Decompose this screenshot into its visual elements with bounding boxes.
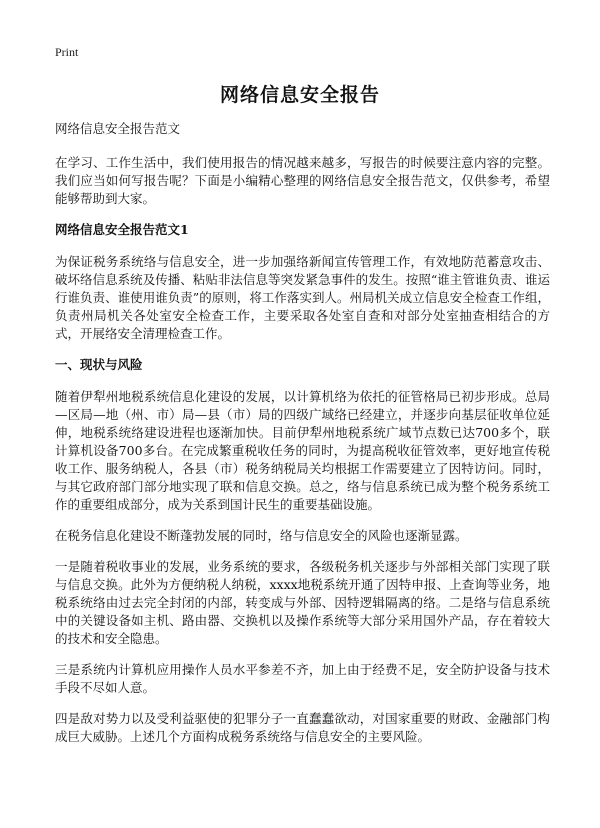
section2-paragraph-1: 随着伊犁州地税系统信息化建设的发展，以计算机络为依托的征管格局已初步形成。总局—区局—地（州、市）局—县（市）局的四级广域络已经建立，并逐步向基层征收单位延伸，地税系统络建设进程也逐渐加快。目前伊犁州地税系统广域节点数已达700多个，联计算机设备700多台。在完成繁重税收任务的同时，为提高税收征管效率，更好地宣传税收工作、服务纳税人，各县（市）税务纳税局关均根据工作需要建立了因特访问。同时，与其它政府部门部分地实现了联和信息交换。总之，络与信息系统已成为整个税务系统工作的重要组成部分，成为关系到国计民生的重要基础设施。	[55, 389, 550, 512]
section2-paragraph-2: 在税务信息化建设不断蓬勃发展的同时，络与信息安全的风险也逐渐显露。	[55, 528, 468, 543]
print-label: Print	[55, 45, 79, 59]
section2-paragraph-5: 四是敌对势力以及受利益驱使的犯罪分子一直蠢蠢欲动，对国家重要的财政、金融部门构成巨大威胁。上述几个方面构成税务系统络与信息安全的主要风险。	[55, 711, 550, 744]
section-heading-sample-1: 网络信息安全报告范文1	[55, 222, 189, 237]
document-subtitle: 网络信息安全报告范文	[55, 121, 181, 136]
section-heading-status-risk: 一、现状与风险	[55, 357, 143, 372]
document-body	[55, 120, 550, 759]
intro-paragraph: 在学习、工作生活中，我们使用报告的情况越来越多，写报告的时候要注意内容的完整。我们应当如何写报告呢？下面是小编精心整理的网络信息安全报告范文，仅供参考，希望能够帮助到大家。	[55, 155, 550, 206]
section2-paragraph-4: 三是系统内计算机应用操作人员水平参差不齐，加上由于经费不足，安全防护设备与技术手段不尽如人意。	[55, 662, 550, 695]
section1-paragraph-1: 为保证税务系统络与信息安全，进一步加强络新闻宣传管理工作，有效地防范蓄意攻击、破坏络信息系统及传播、粘贴非法信息等突发紧急事件的发生。按照“谁主管谁负责、谁运行谁负责、谁使用谁负责”的原则，将工作落实到人。州局机关成立信息安全检查工作组，负责州局机关各处室安全检查工作，主要采取各处室自查和对部分处室抽查相结合的方式，开展络安全清理检查工作。	[55, 254, 550, 341]
page-title: 网络信息安全报告	[219, 84, 380, 106]
section2-paragraph-3: 一是随着税收事业的发展，业务系统的要求，各级税务机关逐步与外部相关部门实现了联与信息交换。此外为方便纳税人纳税，xxxx地税系统开通了因特申报、上查询等业务，地税系统络由过去完全封闭的内部，转变成与外部、因特逻辑隔离的络。二是络与信息系统中的关键设备如主机、路由器、交换机以及操作系统等大部分采用国外产品，存在着较大的技术和安全隐患。	[55, 559, 550, 646]
